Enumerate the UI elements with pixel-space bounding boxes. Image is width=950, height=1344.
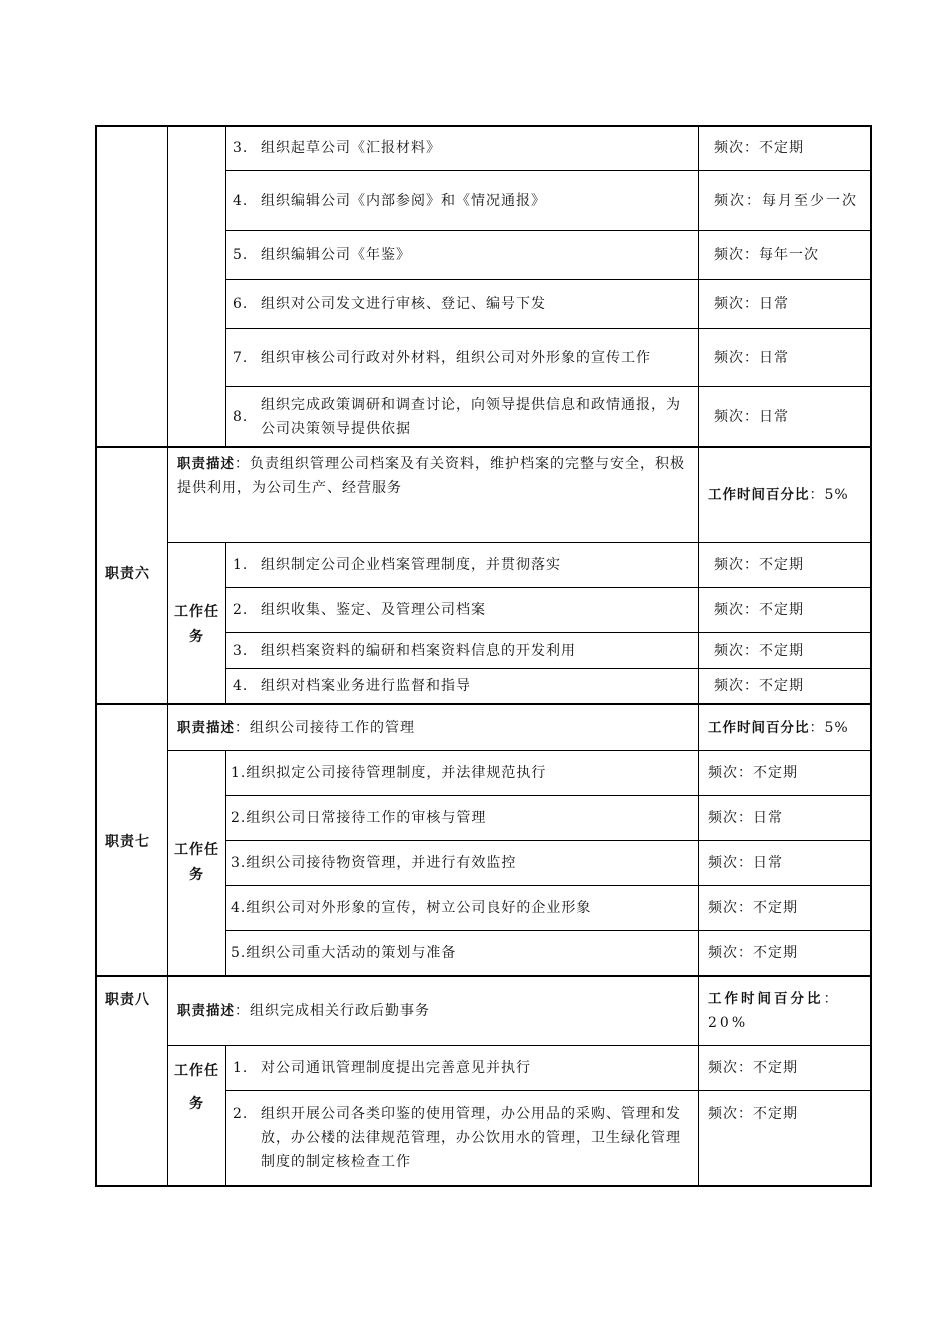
grid-line [698,977,699,1185]
frequency-text: 频次：日常 [714,349,789,366]
time-label: 工作时间百分比 [708,719,810,736]
frequency-text: 频次：不定期 [708,945,798,961]
description-text [177,977,691,1045]
task-number: 5. [233,247,249,263]
time-value: ：5% [809,719,849,736]
task-text: 组织起草公司《汇报材料》 [261,140,441,156]
task-number: 1. [233,1060,249,1076]
time-value: ：5% [809,487,849,503]
task-number: 4. [233,192,249,209]
grid-line [167,447,168,704]
time-percentage [708,987,860,1035]
frequency-text: 频次：不定期 [714,642,804,659]
grid-line [225,543,226,704]
responsibility-title: 职责六 [105,566,150,582]
responsibility-table [95,125,872,1187]
frequency-text: 频次：不定期 [714,678,804,694]
task-number: 2. [233,1106,249,1122]
frequency-text: 频次：不定期 [714,140,804,156]
list-item [233,588,691,632]
task-text: 组织编辑公司《年鉴》 [261,247,411,263]
frequency-text: 频次：不定期 [714,557,804,573]
frequency-text: 频次：不定期 [708,765,798,781]
time-label: 工作时间百分比 [708,487,810,503]
time-percentage [708,705,868,750]
task-number: 4. [233,678,249,694]
task-text: 组织档案资料的编研和档案资料信息的开发利用 [261,642,576,659]
task-number: 1. [233,557,249,573]
task-number: 7. [233,349,249,366]
task-number: 3. [233,642,249,659]
list-item [233,280,691,328]
task-text: 组织编辑公司《内部参阅》和《情况通报》 [261,192,546,209]
description-label: 职责描述 [177,1003,235,1019]
task-text: 组织收集、鉴定、及管理公司档案 [261,602,486,618]
grid-line [225,1046,226,1185]
task-text: 对公司通讯管理制度提出完善意见并执行 [261,1060,531,1076]
list-item: 2.组织公司日常接待工作的审核与管理 [231,810,487,826]
task-text: 组织对公司发文进行审核、登记、编号下发 [261,296,546,312]
frequency-text: 频次：不定期 [714,602,804,618]
grid-line [167,125,168,447]
grid-line [698,447,699,704]
task-number: 3. [233,140,249,156]
task-number: 8. [233,408,249,425]
list-item [233,126,691,170]
grid-line [225,751,226,976]
list-item [233,387,691,446]
responsibility-title: 职责八 [105,992,150,1008]
description-text [177,452,691,500]
description-label: 职责描述 [177,719,235,736]
frequency-text: 频次：日常 [714,296,789,312]
description-label: 职责描述 [177,456,235,472]
list-item [233,1102,691,1174]
list-item [233,633,691,668]
list-item [233,231,691,279]
task-label: 工作任务 [174,1063,219,1112]
grid-line [225,1090,871,1091]
task-text: 组织对档案业务进行监督和指导 [261,678,471,694]
time-percentage [708,448,868,542]
list-item: 5.组织公司重大活动的策划与准备 [231,945,457,961]
task-number: 6. [233,296,249,312]
frequency-text: 频次：每年一次 [714,247,819,263]
table-border-left [95,125,97,1187]
task-text: 组织审核公司行政对外材料，组织公司对外形象的宣传工作 [261,349,651,366]
task-label: 工作任务 [174,842,219,883]
list-item [233,543,691,587]
frequency-text: 频次：日常 [708,810,783,826]
frequency-text: 频次：不定期 [708,1106,798,1122]
task-number: 2. [233,602,249,618]
task-text: 组织制定公司企业档案管理制度，并贯彻落实 [261,557,561,573]
list-item [233,669,691,703]
list-item: 4.组织公司对外形象的宣传，树立公司良好的企业形象 [231,900,592,916]
task-text: 组织完成政策调研和调查讨论，向领导提供信息和政情通报，为公司决策领导提供依据 [261,396,681,437]
list-item [233,329,691,386]
description-value: ：组织公司接待工作的管理 [235,719,415,736]
time-value: ：20% [708,991,841,1031]
responsibility-title: 职责七 [105,834,150,850]
grid-line [698,125,699,447]
description-text [177,705,691,750]
task-label: 工作任务 [174,604,219,645]
list-item: 1.组织拟定公司接待管理制度，并法律规范执行 [231,765,547,781]
description-value: ：负责组织管理公司档案及有关资料，维护档案的完整与安全，积极提供利用，为公司生产、经营服务 [177,456,685,496]
frequency-text: 频次：不定期 [708,900,798,916]
frequency-text: 频次：每月至少一次 [714,192,858,209]
frequency-text: 频次：日常 [714,408,789,425]
frequency-text: 频次：不定期 [708,1060,798,1076]
frequency-text: 频次：日常 [708,855,783,871]
list-item [233,1046,691,1090]
table-border-bottom [95,1185,872,1187]
table-border-right [870,125,872,1187]
time-label: 工作时间百分比 [708,991,824,1007]
list-item: 3.组织公司接待物资管理，并进行有效监控 [231,855,517,871]
grid-line [225,125,226,447]
list-item [233,171,691,230]
description-value: ：组织完成相关行政后勤事务 [235,1003,430,1019]
task-text: 组织开展公司各类印鉴的使用管理，办公用品的采购、管理和发放，办公楼的法律规范管理，办公饮用水的管理，卫生绿化管理制度的制定核检查工作 [261,1106,681,1170]
